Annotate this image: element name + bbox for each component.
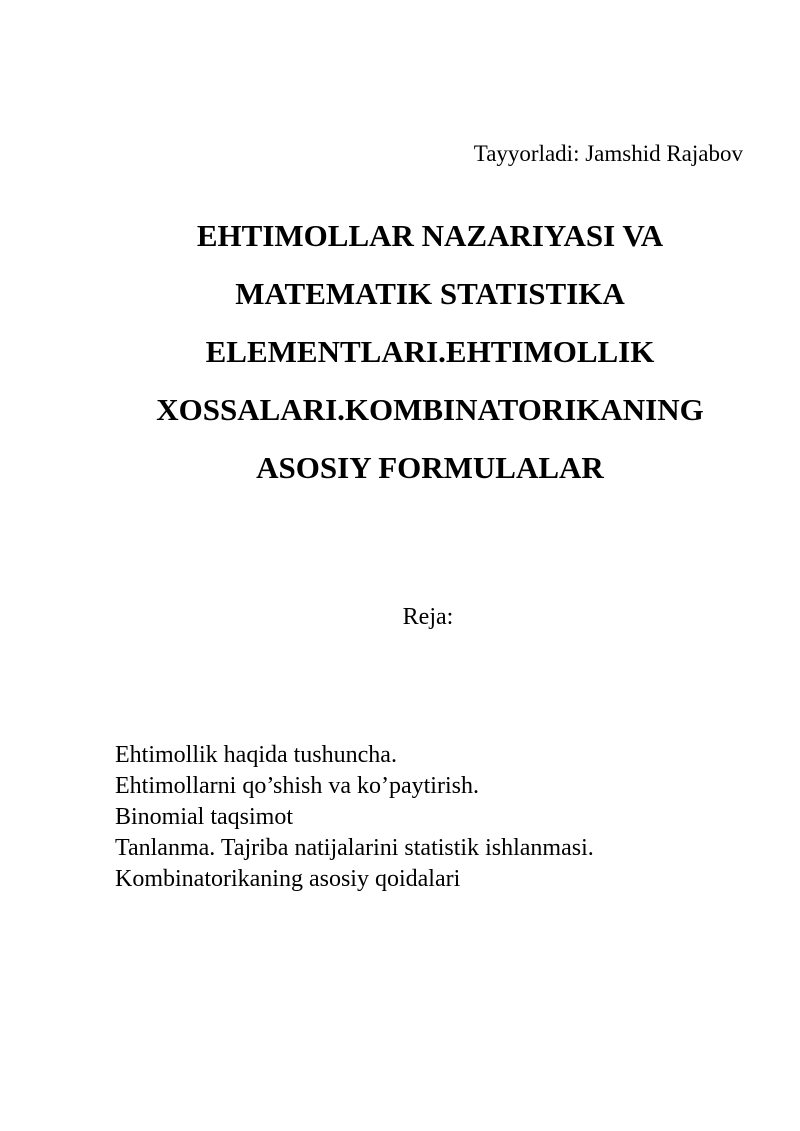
- plan-item: Tanlanma. Tajriba natijalarini statistik ishlanmasi.: [115, 835, 594, 861]
- plan-item: Binomial taqsimot: [115, 804, 293, 830]
- title-line: MATEMATIK STATISTIKA: [235, 276, 625, 311]
- author-line: Tayyorladi: Jamshid Rajabov: [473, 141, 743, 166]
- title-line: ASOSIY FORMULALAR: [256, 450, 604, 485]
- plan-item: Ehtimollik haqida tushuncha.: [115, 742, 397, 768]
- title-line: XOSSALARI.KOMBINATORIKANING: [156, 392, 704, 427]
- document-title: [60, 207, 800, 497]
- plan-heading: Reja:: [402, 604, 454, 630]
- title-line: EHTIMOLLAR NAZARIYASI VA: [196, 218, 664, 253]
- plan-list: [115, 740, 594, 895]
- title-line: ELEMENTLARI.EHTIMOLLIK: [205, 334, 655, 369]
- plan-item: Kombinatorikaning asosiy qoidalari: [115, 866, 461, 892]
- plan-item: Ehtimollarni qo’shish va ko’paytirish.: [115, 773, 479, 799]
